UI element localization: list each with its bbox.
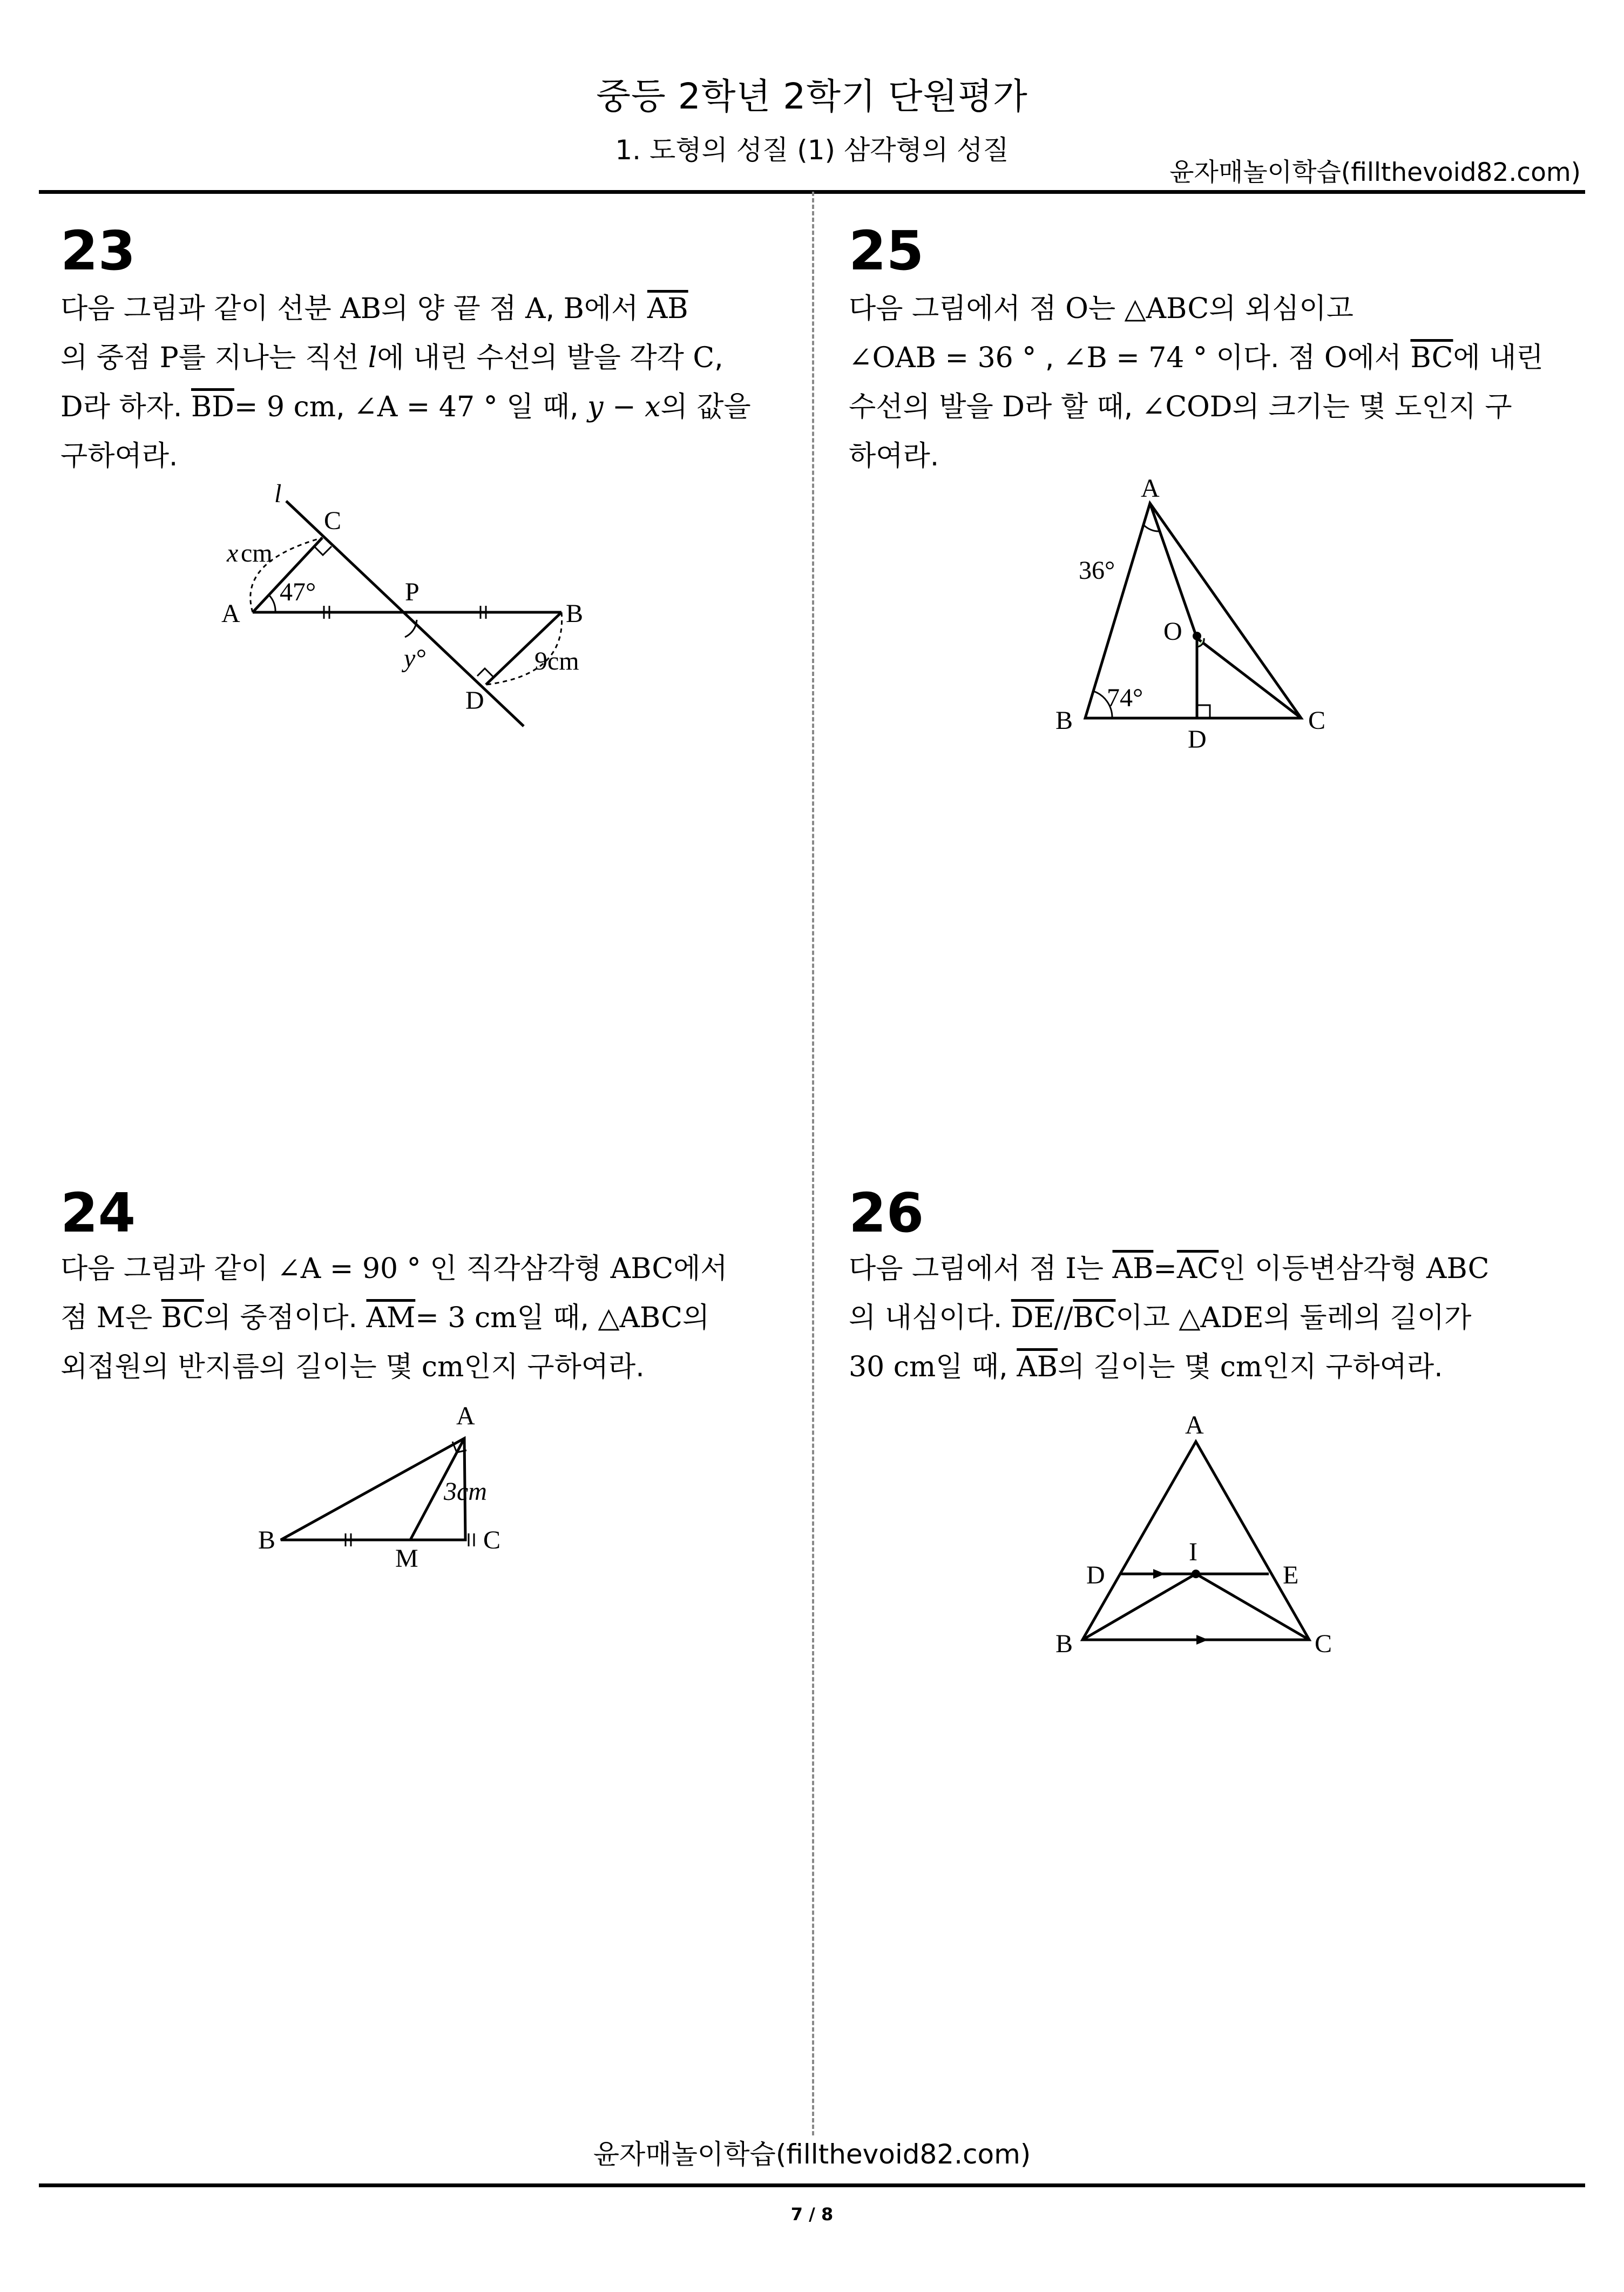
fig25-label-d: D	[1188, 725, 1207, 754]
question-24-number: 24	[60, 1181, 136, 1245]
question-23-figure	[216, 479, 584, 734]
question-26-figure	[1047, 1407, 1339, 1666]
fig25-label-a: A	[1141, 474, 1160, 503]
fig23-label-angle: 47°	[280, 578, 316, 606]
fig23-label-p: P	[405, 578, 419, 606]
fig26-label-b: B	[1055, 1630, 1073, 1658]
fig24-label-b: B	[258, 1526, 276, 1554]
page-number: 7 / 8	[790, 2204, 834, 2225]
fig25-label-36: 36°	[1079, 556, 1115, 585]
footer-site-label: 윤자매놀이학습(fillthevoid82.com)	[593, 2139, 1031, 2170]
fig23-label-a: A	[221, 599, 240, 628]
fig23-label-cm: cm	[241, 539, 273, 567]
question-26-text: 다음 그림에서 점 I는 $\overline{AB}=\overline{AC}$인 이등변삼각형 ABC 의 내심이다. $\overline{DE}//\overline{BC}$이고 △ADE의 둘레의 길이가 30 cm일 때, $\overline{AB}$의 길이는 몇 cm인지 구하여라.	[849, 1253, 1490, 1383]
fig26-label-c: C	[1315, 1630, 1332, 1658]
question-23-number: 23	[60, 219, 136, 282]
fig25-label-o: O	[1163, 617, 1182, 646]
question-24-text: 다음 그림과 같이 ∠A = 90 ° 인 직각삼각형 ABC에서 점 M은 $\overline{BC}$의 중점이다. $\overline{AM}= 3$ cm일 때, △ABC의 외접원의 반지름의 길이는 몇 cm인지 구하여라.	[60, 1253, 728, 1383]
fig24-label-len: 3cm	[444, 1477, 487, 1506]
fig23-label-c: C	[324, 506, 342, 535]
page-title: 중등 2학년 2학기 단원평가	[596, 76, 1028, 117]
fig26-label-d: D	[1086, 1561, 1105, 1590]
question-23-text: 다음 그림과 같이 선분 AB의 양 끝 점 A, B에서 $\overline{AB}$ 의 중점 P를 지나는 직선 l에 내린 수선의 발을 각각 C, D라 하자. $\overline{BD}= 9$ cm, ∠A = 47 ° 일 때, y − x의 값을 구하여라.	[60, 293, 751, 472]
fig24-label-a: A	[456, 1402, 475, 1430]
unit-subtitle: 1. 도형의 성질 (1) 삼각형의 성질	[615, 134, 1009, 166]
fig26-label-e: E	[1283, 1561, 1299, 1590]
question-25-figure	[1055, 475, 1347, 756]
parallel-arrow-bc	[1196, 1635, 1208, 1645]
header-site-label: 윤자매놀이학습(fillthevoid82.com)	[1169, 158, 1581, 187]
fig23-label-d: D	[465, 686, 484, 715]
question-24-figure	[254, 1398, 567, 1571]
parallel-arrow-de	[1153, 1569, 1165, 1579]
question-26-number: 26	[849, 1181, 924, 1245]
fig26-label-a: A	[1185, 1411, 1204, 1439]
circumcenter-point-o	[1193, 632, 1201, 640]
fig25-label-c: C	[1308, 706, 1326, 735]
incenter-point-i	[1192, 1570, 1200, 1578]
fig23-label-b: B	[566, 599, 584, 628]
fig25-label-b: B	[1055, 706, 1073, 735]
fig23-label-len: 9cm	[534, 647, 579, 675]
footer-rule	[39, 2183, 1585, 2187]
column-divider	[812, 192, 814, 2135]
question-25-text: 다음 그림에서 점 O는 △ABC의 외심이고 ∠OAB = 36 ° , ∠B = 74 ° 이다. 점 O에서 $\overline{BC}$에 내린 수선의 발을 D라 할 때, ∠COD의 크기는 몇 도인지 구 하여라.	[849, 293, 1544, 472]
fig23-label-y: y°	[404, 644, 426, 673]
fig26-label-i: I	[1189, 1538, 1197, 1566]
fig23-label-l: l	[274, 479, 282, 508]
fig25-label-74: 74°	[1107, 684, 1143, 712]
question-25-number: 25	[849, 219, 924, 282]
fig24-label-m: M	[395, 1544, 418, 1573]
fig23-label-x: x	[227, 539, 239, 567]
fig24-label-c: C	[483, 1526, 501, 1554]
